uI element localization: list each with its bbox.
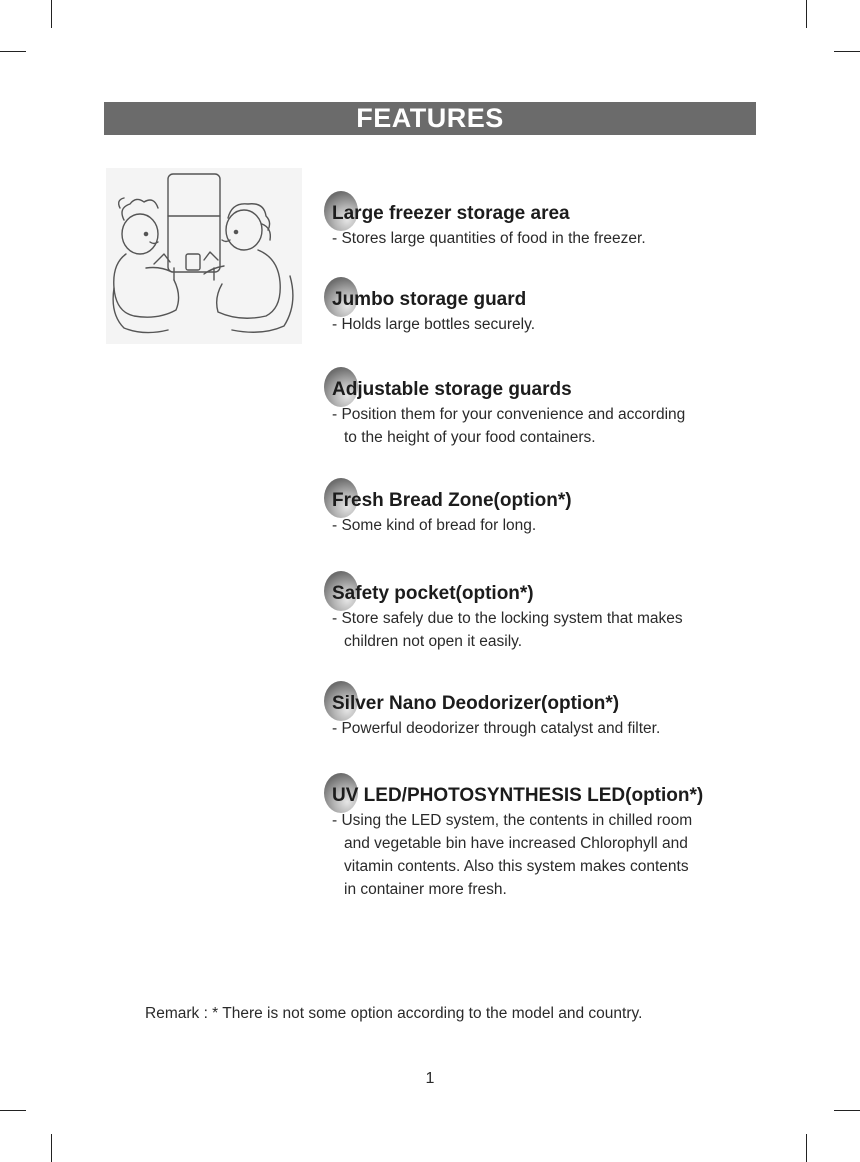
crop-mark-bottom-left-vertical	[51, 1134, 52, 1162]
feature-title: UV LED/PHOTOSYNTHESIS LED(option*)	[332, 785, 704, 806]
feature-description-line: in container more fresh.	[344, 881, 507, 898]
crop-mark-bottom-right-vertical	[806, 1134, 807, 1162]
feature-title: Large freezer storage area	[332, 203, 570, 224]
crop-mark-bottom-right-horizontal	[834, 1110, 860, 1111]
feature-description-line: vitamin contents. Also this system makes contents	[344, 858, 689, 875]
feature-description	[332, 403, 764, 449]
feature-description-line: children not open it easily.	[344, 633, 523, 650]
crop-mark-bottom-left-horizontal	[0, 1110, 26, 1111]
crop-mark-top-left-horizontal	[0, 51, 26, 52]
feature-description	[332, 227, 764, 250]
feature-title: Fresh Bread Zone(option*)	[332, 490, 572, 511]
feature-description-line: and vegetable bin have increased Chlorophyll and	[344, 835, 688, 852]
feature-description-line: to the height of your food containers.	[344, 429, 596, 446]
feature-description-line: - Position them for your convenience and according	[332, 406, 686, 423]
feature-uv-led-photosynthesis-led	[332, 785, 762, 901]
feature-description-line: - Stores large quantities of food in the freezer.	[332, 230, 646, 247]
feature-description-line: - Powerful deodorizer through catalyst and filter.	[332, 720, 661, 737]
refrigerator-illustration	[106, 168, 302, 344]
feature-description	[332, 313, 764, 336]
crop-mark-top-right-vertical	[806, 0, 807, 28]
feature-description	[332, 717, 764, 740]
feature-description-line: - Using the LED system, the contents in chilled room	[332, 812, 693, 829]
feature-silver-nano-deodorizer	[332, 693, 762, 740]
feature-description	[332, 607, 764, 653]
page-title: FEATURES	[104, 102, 756, 135]
feature-description-line: - Holds large bottles securely.	[332, 316, 536, 333]
feature-description	[332, 809, 764, 901]
feature-description-line: - Some kind of bread for long.	[332, 517, 537, 534]
feature-large-freezer-storage-area	[332, 203, 762, 250]
feature-fresh-bread-zone	[332, 490, 762, 537]
feature-jumbo-storage-guard	[332, 289, 762, 336]
crop-mark-top-left-vertical	[51, 0, 52, 28]
crop-mark-top-right-horizontal	[834, 51, 860, 52]
page-number: 1	[425, 1070, 435, 1087]
remark-note: Remark : * There is not some option according to the model and country.	[145, 1005, 643, 1022]
feature-description-line: - Store safely due to the locking system that makes	[332, 610, 683, 627]
feature-title: Safety pocket(option*)	[332, 583, 534, 604]
feature-adjustable-storage-guards	[332, 379, 762, 449]
feature-title: Silver Nano Deodorizer(option*)	[332, 693, 620, 714]
feature-description	[332, 514, 764, 537]
refrigerator-illustration-drawing	[106, 168, 302, 344]
feature-title: Jumbo storage guard	[332, 289, 527, 310]
feature-title: Adjustable storage guards	[332, 379, 572, 400]
feature-safety-pocket	[332, 583, 762, 653]
